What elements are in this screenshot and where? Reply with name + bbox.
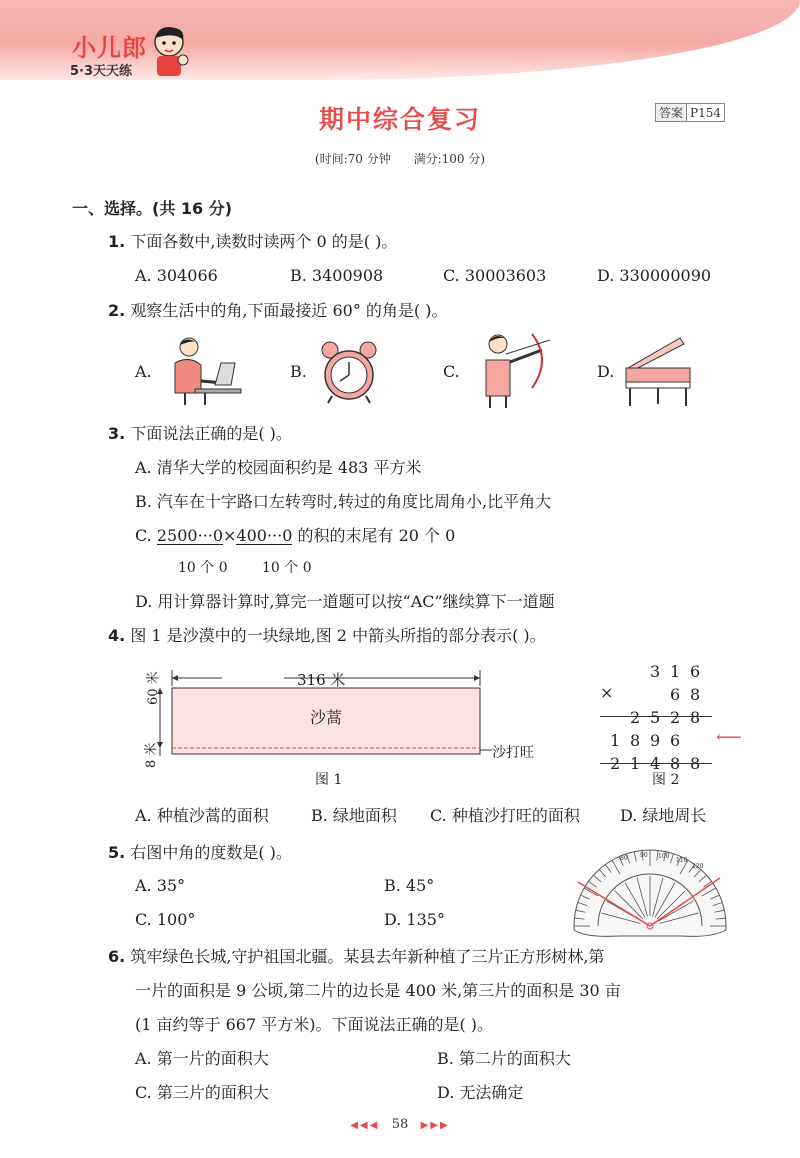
protractor-label-110: 110 <box>676 857 688 864</box>
q3-c-number-1: 2500···0 <box>156 526 224 545</box>
q5-number: 5. <box>108 843 126 862</box>
logo-title: 小儿郎 <box>72 34 147 62</box>
q3-option-b: B. 汽车在十字路口左转弯时,转过的角度比周角小,比平角大 <box>135 492 552 511</box>
fig2-digit: 6 <box>690 662 701 681</box>
fig2-digit: 8 <box>630 731 641 750</box>
alarm-clock-image <box>318 340 380 405</box>
q2-option-d: D. <box>597 362 615 381</box>
section-heading: 一、选择。(共 16 分) <box>72 199 233 218</box>
fig1-width-label: 316 米 <box>297 671 346 689</box>
fig2-digit: 4 <box>650 754 661 773</box>
fig2-digit: 6 <box>670 731 681 750</box>
q2-stem <box>108 301 448 321</box>
q4-stem <box>108 626 546 646</box>
logo-subtitle: 5·3天天练 <box>70 64 133 79</box>
fig1-height-label: 60 米 <box>146 671 161 705</box>
page-number: 58 <box>391 1117 409 1132</box>
piano-image <box>622 334 694 408</box>
q1-number: 1. <box>108 232 126 251</box>
q5-option-c: C. 100° <box>135 910 196 929</box>
q6-number: 6. <box>108 947 126 966</box>
q1-stem <box>108 232 397 252</box>
page-title: 期中综合复习 <box>318 105 481 134</box>
q3-c-prefix: C. <box>135 526 152 545</box>
q3-c-under-1: 10 个 0 <box>178 560 228 576</box>
q3-c-times: × <box>223 526 237 545</box>
fig1-strip-label: 沙打旺 <box>492 745 534 761</box>
q4-option-b: B. 绿地面积 <box>311 806 397 825</box>
q6-option-d: D. 无法确定 <box>437 1083 524 1102</box>
fig2-digit: 1 <box>670 662 681 681</box>
answer-label: 答案 <box>656 104 687 121</box>
q2-text: 观察生活中的角,下面最接近 60° 的角是( )。 <box>130 301 448 320</box>
q3-c-suffix: 的积的末尾有 20 个 0 <box>297 526 456 545</box>
q3-option-d: D. 用计算器计算时,算完一道题可以按“AC”继续算下一道题 <box>135 592 555 611</box>
q5-stem <box>108 843 292 863</box>
q6-line-1 <box>108 947 605 967</box>
fig2-digit: 1 <box>630 754 641 773</box>
fig2-digit: 5 <box>650 708 661 727</box>
fig2-digit: 8 <box>670 754 681 773</box>
q3-stem <box>108 424 292 444</box>
q3-option-a: A. 清华大学的校园面积约是 483 平方米 <box>135 458 422 477</box>
right-arrows-icon: ▶▶▶ <box>420 1120 450 1131</box>
q2-number: 2. <box>108 301 126 320</box>
protractor-label-120: 120 <box>692 863 704 870</box>
fig2-digit: 2 <box>610 754 621 773</box>
fig2-digit: 2 <box>670 708 681 727</box>
q1-option-d: D. 330000090 <box>597 266 712 285</box>
q4-option-c: C. 种植沙打旺的面积 <box>430 806 580 825</box>
q5-option-d: D. 135° <box>384 910 445 929</box>
red-arrow-icon: ⟵ <box>716 727 742 748</box>
protractor-label-100: 100 <box>658 853 670 860</box>
q2-option-c: C. <box>443 362 460 381</box>
fig2-digit: 8 <box>690 708 701 727</box>
q1-option-c: C. 30003603 <box>443 266 547 285</box>
q4-option-a: A. 种植沙蒿的面积 <box>135 806 269 825</box>
fig1-small-label: 8 米 <box>144 742 159 768</box>
q4-text: 图 1 是沙漠中的一块绿地,图 2 中箭头所指的部分表示( )。 <box>130 626 546 645</box>
archer-image <box>476 330 556 410</box>
q3-c-number-2: 400···0 <box>236 526 293 545</box>
left-arrows-icon: ◀◀◀ <box>350 1120 380 1131</box>
q6-option-b: B. 第二片的面积大 <box>437 1049 571 1068</box>
mascot-icon <box>145 22 193 78</box>
page-footer <box>0 1117 800 1132</box>
q3-number: 3. <box>108 424 126 443</box>
q1-text: 下面各数中,读数时读两个 0 的是( )。 <box>130 232 398 251</box>
q5-option-b: B. 45° <box>384 876 435 895</box>
fig1-caption: 图 1 <box>315 772 343 788</box>
answer-tag <box>655 103 725 122</box>
fig2-times-sign: × <box>600 683 614 702</box>
q3-option-c <box>135 526 455 546</box>
q2-option-b: B. <box>290 362 307 381</box>
protractor-label-80: 80 <box>620 855 628 862</box>
q4-number: 4. <box>108 626 126 645</box>
q6-option-a: A. 第一片的面积大 <box>135 1049 269 1068</box>
q6-line-2: 一片的面积是 9 公顷,第二片的边长是 400 米,第三片的面积是 30 亩 <box>135 981 621 1000</box>
q2-option-a: A. <box>135 362 152 381</box>
fig2-digit: 2 <box>630 708 641 727</box>
fig2-digit: 8 <box>690 754 701 773</box>
q5-option-a: A. 35° <box>135 876 186 895</box>
q6-text-1: 筑牢绿色长城,守护祖国北疆。某县去年新种植了三片正方形树林,第 <box>130 947 605 966</box>
fig2-caption: 图 2 <box>652 772 680 788</box>
fig2-digit: 8 <box>690 685 701 704</box>
q6-option-c: C. 第三片的面积大 <box>135 1083 269 1102</box>
fig2-digit: 9 <box>650 731 661 750</box>
exam-info: (时间:70 分钟 满分:100 分) <box>314 152 486 166</box>
protractor-image <box>560 838 738 938</box>
fig1-inner-label: 沙蒿 <box>310 708 343 727</box>
fig2-digit: 1 <box>610 731 621 750</box>
fig2-digit: 6 <box>670 685 681 704</box>
laptop-boy-image <box>165 333 245 408</box>
fig2-digit: 3 <box>650 662 661 681</box>
q1-option-a: A. 304066 <box>135 266 218 285</box>
answer-page: P154 <box>690 106 721 120</box>
q1-option-b: B. 3400908 <box>290 266 384 285</box>
q3-text: 下面说法正确的是( )。 <box>130 424 292 443</box>
q6-line-3: (1 亩约等于 667 平方米)。下面说法正确的是( )。 <box>135 1015 494 1034</box>
protractor-label-90: 90 <box>640 852 648 859</box>
q4-option-d: D. 绿地周长 <box>620 806 707 825</box>
q5-text: 右图中角的度数是( )。 <box>130 843 292 862</box>
q3-c-under-2: 10 个 0 <box>262 560 312 576</box>
